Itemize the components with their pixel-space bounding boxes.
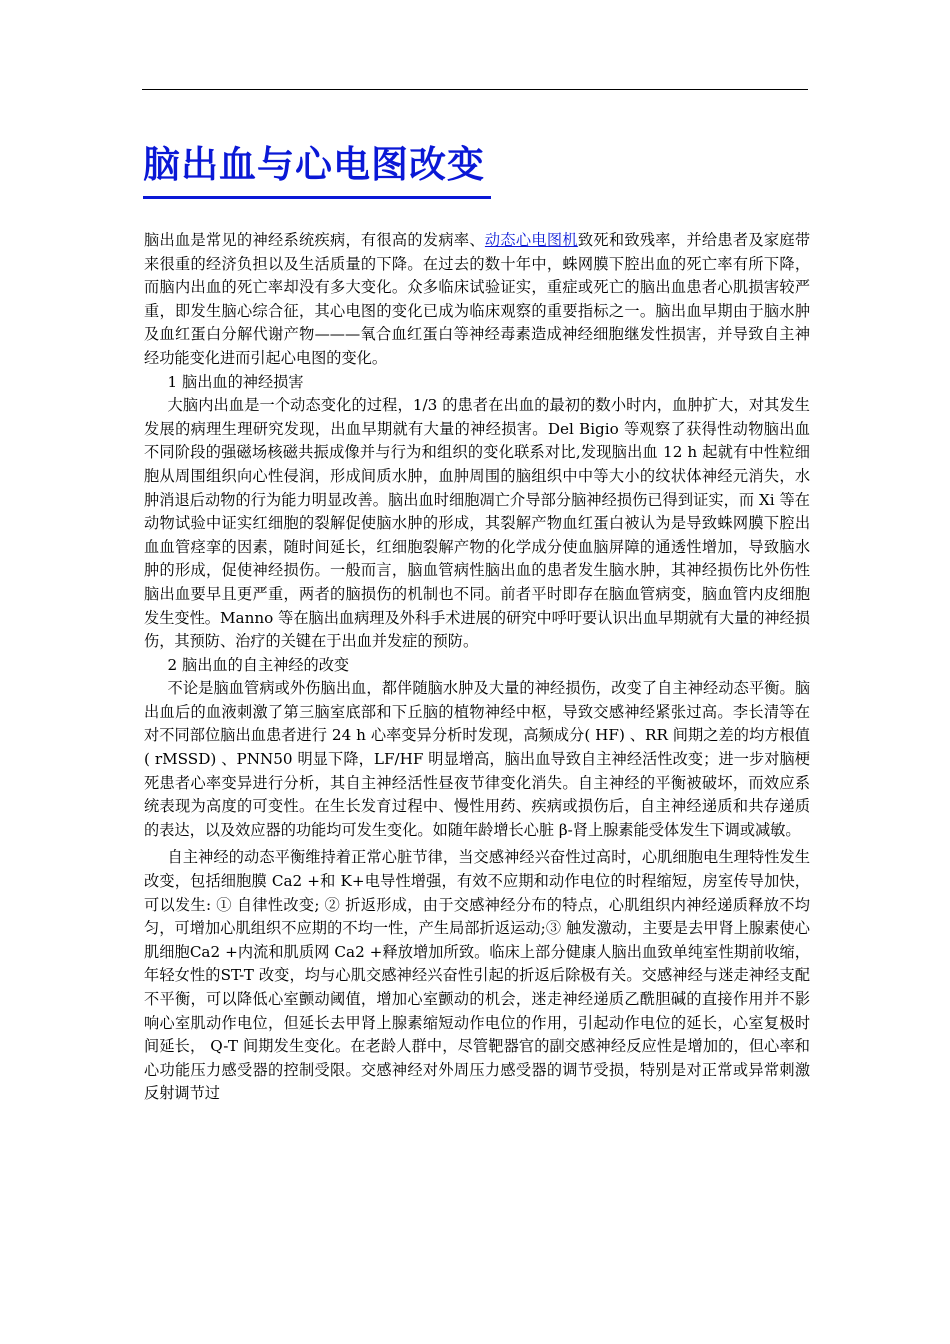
- section-2-paragraph-1: 不论是脑血管病或外伤脑出血，都伴随脑水肿及大量的神经损伤，改变了自主神经动态平衡。脑出血后的血液刺激了第三脑室底部和下丘脑的植物神经中枢，导致交感神经紧张过高。李长清等在对不同部位脑出血患者进行 24 h 心率变异分析时发现，高频成分( HF) 、RR 间期之差的均方根值( rMSSD) 、PNN50 明显下降，LF/HF 明显增高，脑出血导致自主神经活性改变；进一步对脑梗死患者心率变异进行分析，其自主神经活性昼夜节律变化消失。自主神经的平衡被破坏，而效应系统表现为高度的可变性。在生长发育过程中、慢性用药、疾病或损伤后，自主神经递质和共存递质的表达，以及效应器的功能均可发生变化。如随年龄增长心脏 β-肾上腺素能受体发生下调或减敏。: [144, 679, 810, 839]
- section-2-paragraph-2: 自主神经的动态平衡维持着正常心脏节律，当交感神经兴奋性过高时，心肌细胞电生理特性发生改变，包括细胞膜 Ca2 +和 K+电导性增强，有效不应期和动作电位的时程缩短，房室传导加快，可以发生: ① 自律性改变; ② 折返形成，由于交感神经分布的特点，心肌组织内神经递质释放不均匀，可增加心肌组织不应期的不均一性，产生局部折返运动;③ 触发激动，主要是去甲肾上腺素使心肌细胞Ca2 +内流和肌质网 Ca2 +释放增加所致。临床上部分健康人脑出血致单纯室性期前收缩，年轻女性的ST-T 改变，均与心肌交感神经兴奋性引起的折返后除极有关。交感神经与迷走神经支配不平衡，可以降低心室颤动阈值，增加心室颤动的机会，迷走神经递质乙酰胆碱的直接作用并不影响心室肌动作电位，但延长去甲肾上腺素缩短动作电位的作用，引起动作电位的延长，心室复极时间延长， Q-T 间期发生变化。在老龄人群中，尽管靶器官的副交感神经反应性是增加的，但心率和心功能压力感受器的控制受限。交感神经对外周压力感受器的调节受损，特别是对正常或异常刺激反射调节过: [144, 848, 810, 1103]
- section-1-paragraph: 大脑内出血是一个动态变化的过程，1/3 的患者在出血的最初的数小时内，血肿扩大，对其发生发展的病理生理研究发现，出血早期就有大量的神经损害。Del Bigio 等观察了获得性动物脑出血不同阶段的强磁场核磁共振成像并与行为和组织的变化联系对比,发现脑出血 12 h 起就有中性粒细胞从周围组织向心性侵润，形成间质水肿，血肿周围的脑组织中中等大小的纹状体神经元消失，水肿消退后动物的行为能力明显改善。脑出血时细胞凋亡介导部分脑神经损伤已得到证实，而 Xi 等在动物试验中证实红细胞的裂解促使脑水肿的形成，其裂解产物血红蛋白被认为是导致蛛网膜下腔出血血管痉挛的因素，随时间延长，红细胞裂解产物的化学成分使血脑屏障的通透性增加，导致脑水肿的形成，促使神经损伤。一般而言，脑血管病性脑出血的患者发生脑水肿，其神经损伤比外伤性脑出血要早且更严重，两者的脑损伤的机制也不同。前者平时即存在脑血管病变，脑血管内皮细胞发生变性。Manno 等在脑出血病理及外科手术进展的研究中呼吁要认识出血早期就有大量的神经损伤，其预防、治疗的关键在于出血并发症的预防。: [144, 396, 810, 651]
- intro-text-after-link: 致死和致残率，并给患者及家庭带来很重的经济负担以及生活质量的下降。在过去的数十年中，蛛网膜下腔出血的死亡率有所下降，而脑内出血的死亡率却没有多大变化。众多临床试验证实，重症或死亡的脑出血患者心肌损害较严重，即发生脑心综合征，其心电图的变化已成为临床观察的重要指标之一。脑出血早期由于脑水肿及血红蛋白分解代谢产物———氧合血红蛋白等神经毒素造成神经细胞继发性损害，并导致自主神经功能变化进而引起心电图的变化。: [144, 231, 811, 367]
- intro-text-before-link: 脑出血是常见的神经系统疾病，有很高的发病率、: [144, 231, 485, 249]
- section-1-heading: 1 脑出血的神经损害: [167, 372, 304, 391]
- title-underline: [143, 196, 491, 199]
- intro-paragraph: [144, 229, 810, 371]
- holter-ecg-link[interactable]: 动态心电图机: [484, 231, 578, 249]
- article-body: [144, 229, 810, 1106]
- section-2-heading: 2 脑出血的自主神经的改变: [167, 655, 350, 674]
- page-title: 脑出血与心电图改变: [143, 142, 485, 186]
- header-rule: [142, 89, 808, 90]
